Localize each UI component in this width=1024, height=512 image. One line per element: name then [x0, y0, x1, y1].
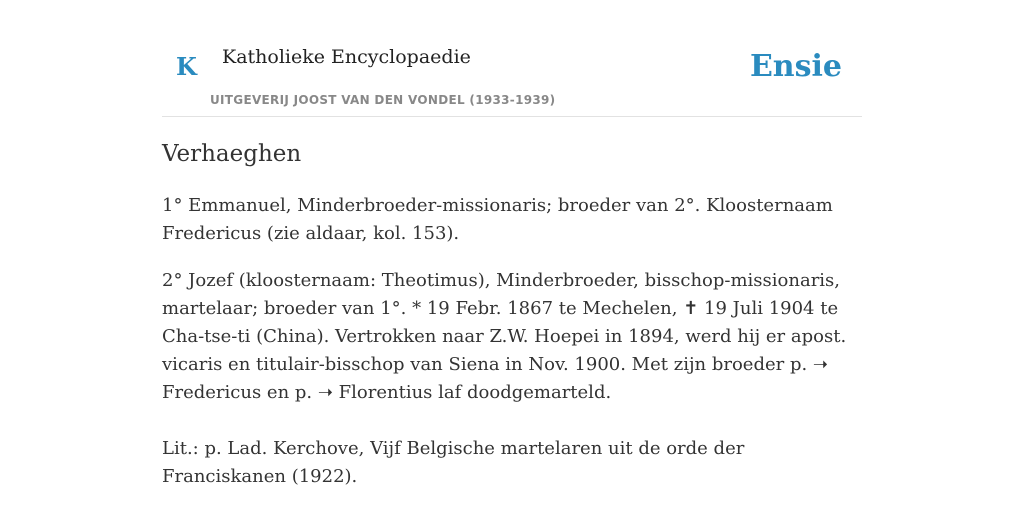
entry-paragraph-emmanuel: 1° Emmanuel, Minderbroeder-missionaris; broeder van 2°. Kloosternaam Fredericus (zie aldaar, kol. 153).: [162, 195, 833, 244]
entry-title: Verhaeghen: [162, 141, 302, 167]
entry-paragraph-jozef: 2° Jozef (kloosternaam: Theotimus), Minderbroeder, bisschop-missionaris, martelaar; broeder van 1°. * 19 Febr. 1867 te Mechelen, ✝ 19 Juli 1904 te Cha-tse-ti (China). Vertrokken naar Z.W. Hoepei in 1894, werd hij er apost. vicaris en titulair-bisschop van Siena in Nov. 1900. Met zijn broeder p. ➝ Fredericus en p. ➝ Florentius laf doodgemarteld.: [162, 270, 847, 403]
publisher-label: UITGEVERIJ JOOST VAN DEN VONDEL (1933-1939): [210, 93, 556, 107]
ensie-brand-logo[interactable]: Ensie: [749, 49, 842, 84]
site-header: [162, 0, 862, 117]
entry-literature: Lit.: p. Lad. Kerchove, Vijf Belgische martelaren uit de orde der Franciskanen (1922).: [162, 438, 745, 487]
book-title[interactable]: Katholieke Encyclopaedie: [222, 46, 471, 68]
encyclopedia-logo-icon[interactable]: K: [176, 52, 197, 81]
entry-content: [162, 138, 862, 491]
